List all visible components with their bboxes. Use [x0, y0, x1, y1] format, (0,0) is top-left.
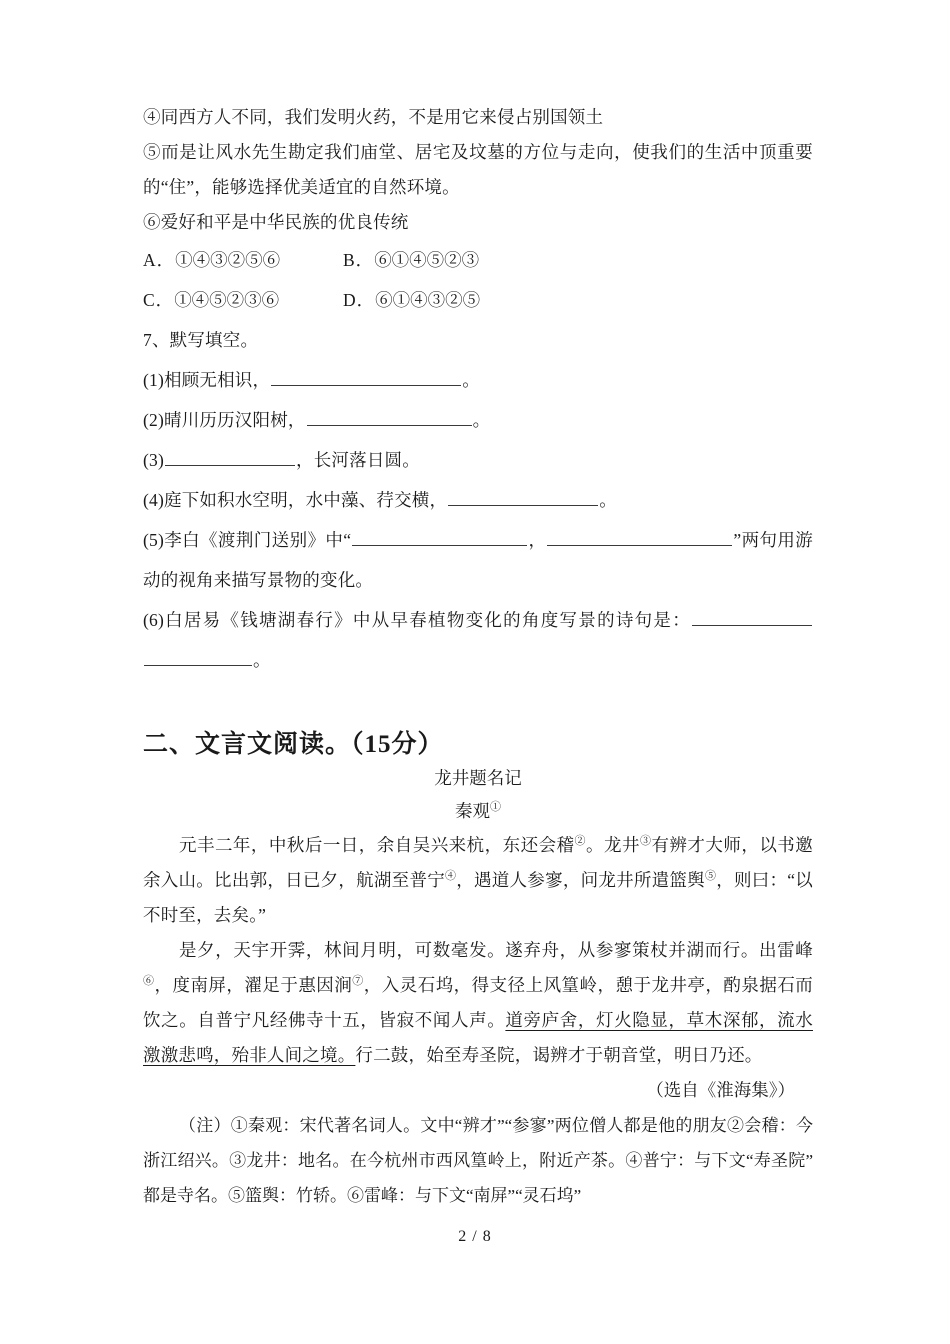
- p2-seg2: ，度南屏，濯足于惠因涧: [154, 975, 353, 995]
- dictation-item-5-suffix: ”: [733, 530, 742, 550]
- dictation-item-4-prefix: (4)庭下如积水空明，水中藻、荇交横，: [143, 490, 448, 510]
- dictation-blank-2[interactable]: [307, 410, 472, 426]
- dictation-blank-6a[interactable]: [692, 610, 812, 626]
- page-footer: 2 / 8: [458, 1228, 492, 1245]
- dictation-blank-1[interactable]: [271, 370, 461, 386]
- dictation-blank-3[interactable]: [165, 450, 295, 466]
- option-a-sequence: ①④③②⑤⑥: [175, 250, 281, 270]
- passage-source: （选自《淮海集》）: [646, 1080, 795, 1100]
- footnote-marker-3: ③: [639, 835, 652, 848]
- option-c[interactable]: [143, 280, 343, 320]
- p1-seg4: ，遇道人参寥，问龙井所遣篮舆: [456, 870, 705, 890]
- dictation-item-1-prefix: (1)相顾无相识，: [143, 370, 271, 390]
- section-spacer: [143, 680, 813, 728]
- p2-seg3: ，入灵石坞，得支径上风篁岭，憩于龙井亭，酌泉据石而饮之。自普宁凡经佛寺十五，皆寂不闻人声。: [143, 975, 814, 1030]
- passage-author: [143, 795, 813, 828]
- p1-seg5: ，则曰：“以不时至，去矣。”: [143, 870, 813, 925]
- option-b[interactable]: [343, 240, 479, 280]
- p1-seg2: 。龙井: [586, 835, 640, 855]
- passage-notes: （注）①秦观：宋代著名词人。文中“辨才”“参寥”两位僧人都是他的朋友②会稽：今浙江绍兴。③龙井：地名。在今杭州市西风篁岭上，附近产茶。④普宁：与下文“寿圣院”都是寺名。⑤篮舆：竹轿。⑥雷峰：与下文“南屏”“灵石坞”: [143, 1116, 813, 1205]
- dictation-item-2-suffix: 。: [472, 410, 491, 430]
- option-row-ab: [143, 240, 813, 280]
- page-content: [143, 100, 813, 1213]
- footnote-marker-2: ②: [574, 835, 587, 848]
- section-two-heading: 二、文言文阅读。（15分）: [143, 731, 444, 758]
- dictation-item-2: [143, 400, 813, 440]
- dictation-blank-5a[interactable]: [352, 530, 527, 546]
- dictation-item-3-prefix: (3): [143, 450, 165, 470]
- ordering-item-5: ⑤而是让风水先生勘定我们庙堂、居宅及坟墓的方位与走向，使我们的生活中顶重要的“住”，能够选择优美适宜的自然环境。: [143, 142, 813, 197]
- dictation-item-6: [143, 600, 813, 680]
- dictation-item-5-middle: ，: [528, 530, 547, 550]
- option-d-sequence: ⑥①④③②⑤: [375, 290, 481, 310]
- dictation-blank-5b[interactable]: [547, 530, 732, 546]
- p2-seg4: 行二鼓，始至寿圣院，谒辨才于朝音堂，明日乃还。: [355, 1045, 763, 1065]
- ordering-item-6: ⑥爱好和平是中华民族的优良传统: [143, 212, 409, 232]
- footnote-marker-4: ④: [444, 870, 457, 883]
- p2-underlined-sentence: 道旁庐舍，灯火隐显，草木深郁，流水激激悲鸣，殆非人间之境。: [143, 1010, 813, 1065]
- dictation-item-6-prefix: (6)白居易《钱塘湖春行》中从早春植物变化的角度写景的诗句是：: [143, 610, 691, 630]
- passage-title: 龙井题名记: [434, 768, 522, 788]
- p1-seg3: 有辨才大师，以书邀余入山。比出郭，日已夕，航湖至普宁: [143, 835, 813, 890]
- footnote-marker-1: ①: [490, 801, 501, 814]
- footnote-marker-7: ⑦: [352, 975, 364, 988]
- passage-author-name: 秦观: [455, 801, 490, 821]
- footnote-marker-5: ⑤: [704, 870, 717, 883]
- dictation-item-2-prefix: (2)晴川历历汉阳树，: [143, 410, 306, 430]
- ordering-item-4: ④同西方人不同，我们发明火药，不是用它来侵占别国领土: [143, 107, 604, 127]
- p2-seg1: 是夕，天宇开霁，林间月明，可数毫发。遂弃舟，从参寥策杖并湖而行。出雷峰: [179, 940, 813, 960]
- footnote-marker-6: ⑥: [143, 975, 155, 988]
- dictation-item-4-suffix: 。: [599, 490, 617, 510]
- option-c-label: C．: [143, 290, 175, 310]
- dictation-blank-4[interactable]: [448, 490, 598, 506]
- option-a[interactable]: [143, 240, 343, 280]
- dictation-item-5: [143, 520, 813, 600]
- p1-seg1: 元丰二年，中秋后一日，余自吴兴来杭，东还会稽: [179, 835, 575, 855]
- dictation-item-3: [143, 440, 813, 480]
- option-d[interactable]: [343, 280, 480, 320]
- dictation-blank-6b[interactable]: [144, 650, 252, 666]
- passage-paragraph-1: [143, 828, 813, 933]
- option-d-label: D．: [343, 290, 376, 310]
- dictation-item-4: [143, 480, 813, 520]
- question-7-heading: 7、默写填空。: [143, 330, 259, 350]
- option-row-cd: [143, 280, 813, 320]
- option-a-label: A．: [143, 250, 176, 270]
- option-b-sequence: ⑥①④⑤②③: [374, 250, 480, 270]
- dictation-item-5-tail: 两句用游动的视角来描写景物的变化。: [143, 530, 813, 590]
- option-c-sequence: ①④⑤②③⑥: [174, 290, 280, 310]
- dictation-item-3-suffix: ，长河落日圆。: [296, 450, 420, 470]
- dictation-item-5-prefix: (5)李白《渡荆门送别》中“: [143, 530, 352, 550]
- option-b-label: B．: [343, 250, 375, 270]
- dictation-item-6-suffix: 。: [253, 650, 271, 670]
- dictation-item-1-suffix: 。: [462, 370, 480, 390]
- dictation-item-1: [143, 360, 813, 400]
- passage-paragraph-2: [143, 933, 813, 1073]
